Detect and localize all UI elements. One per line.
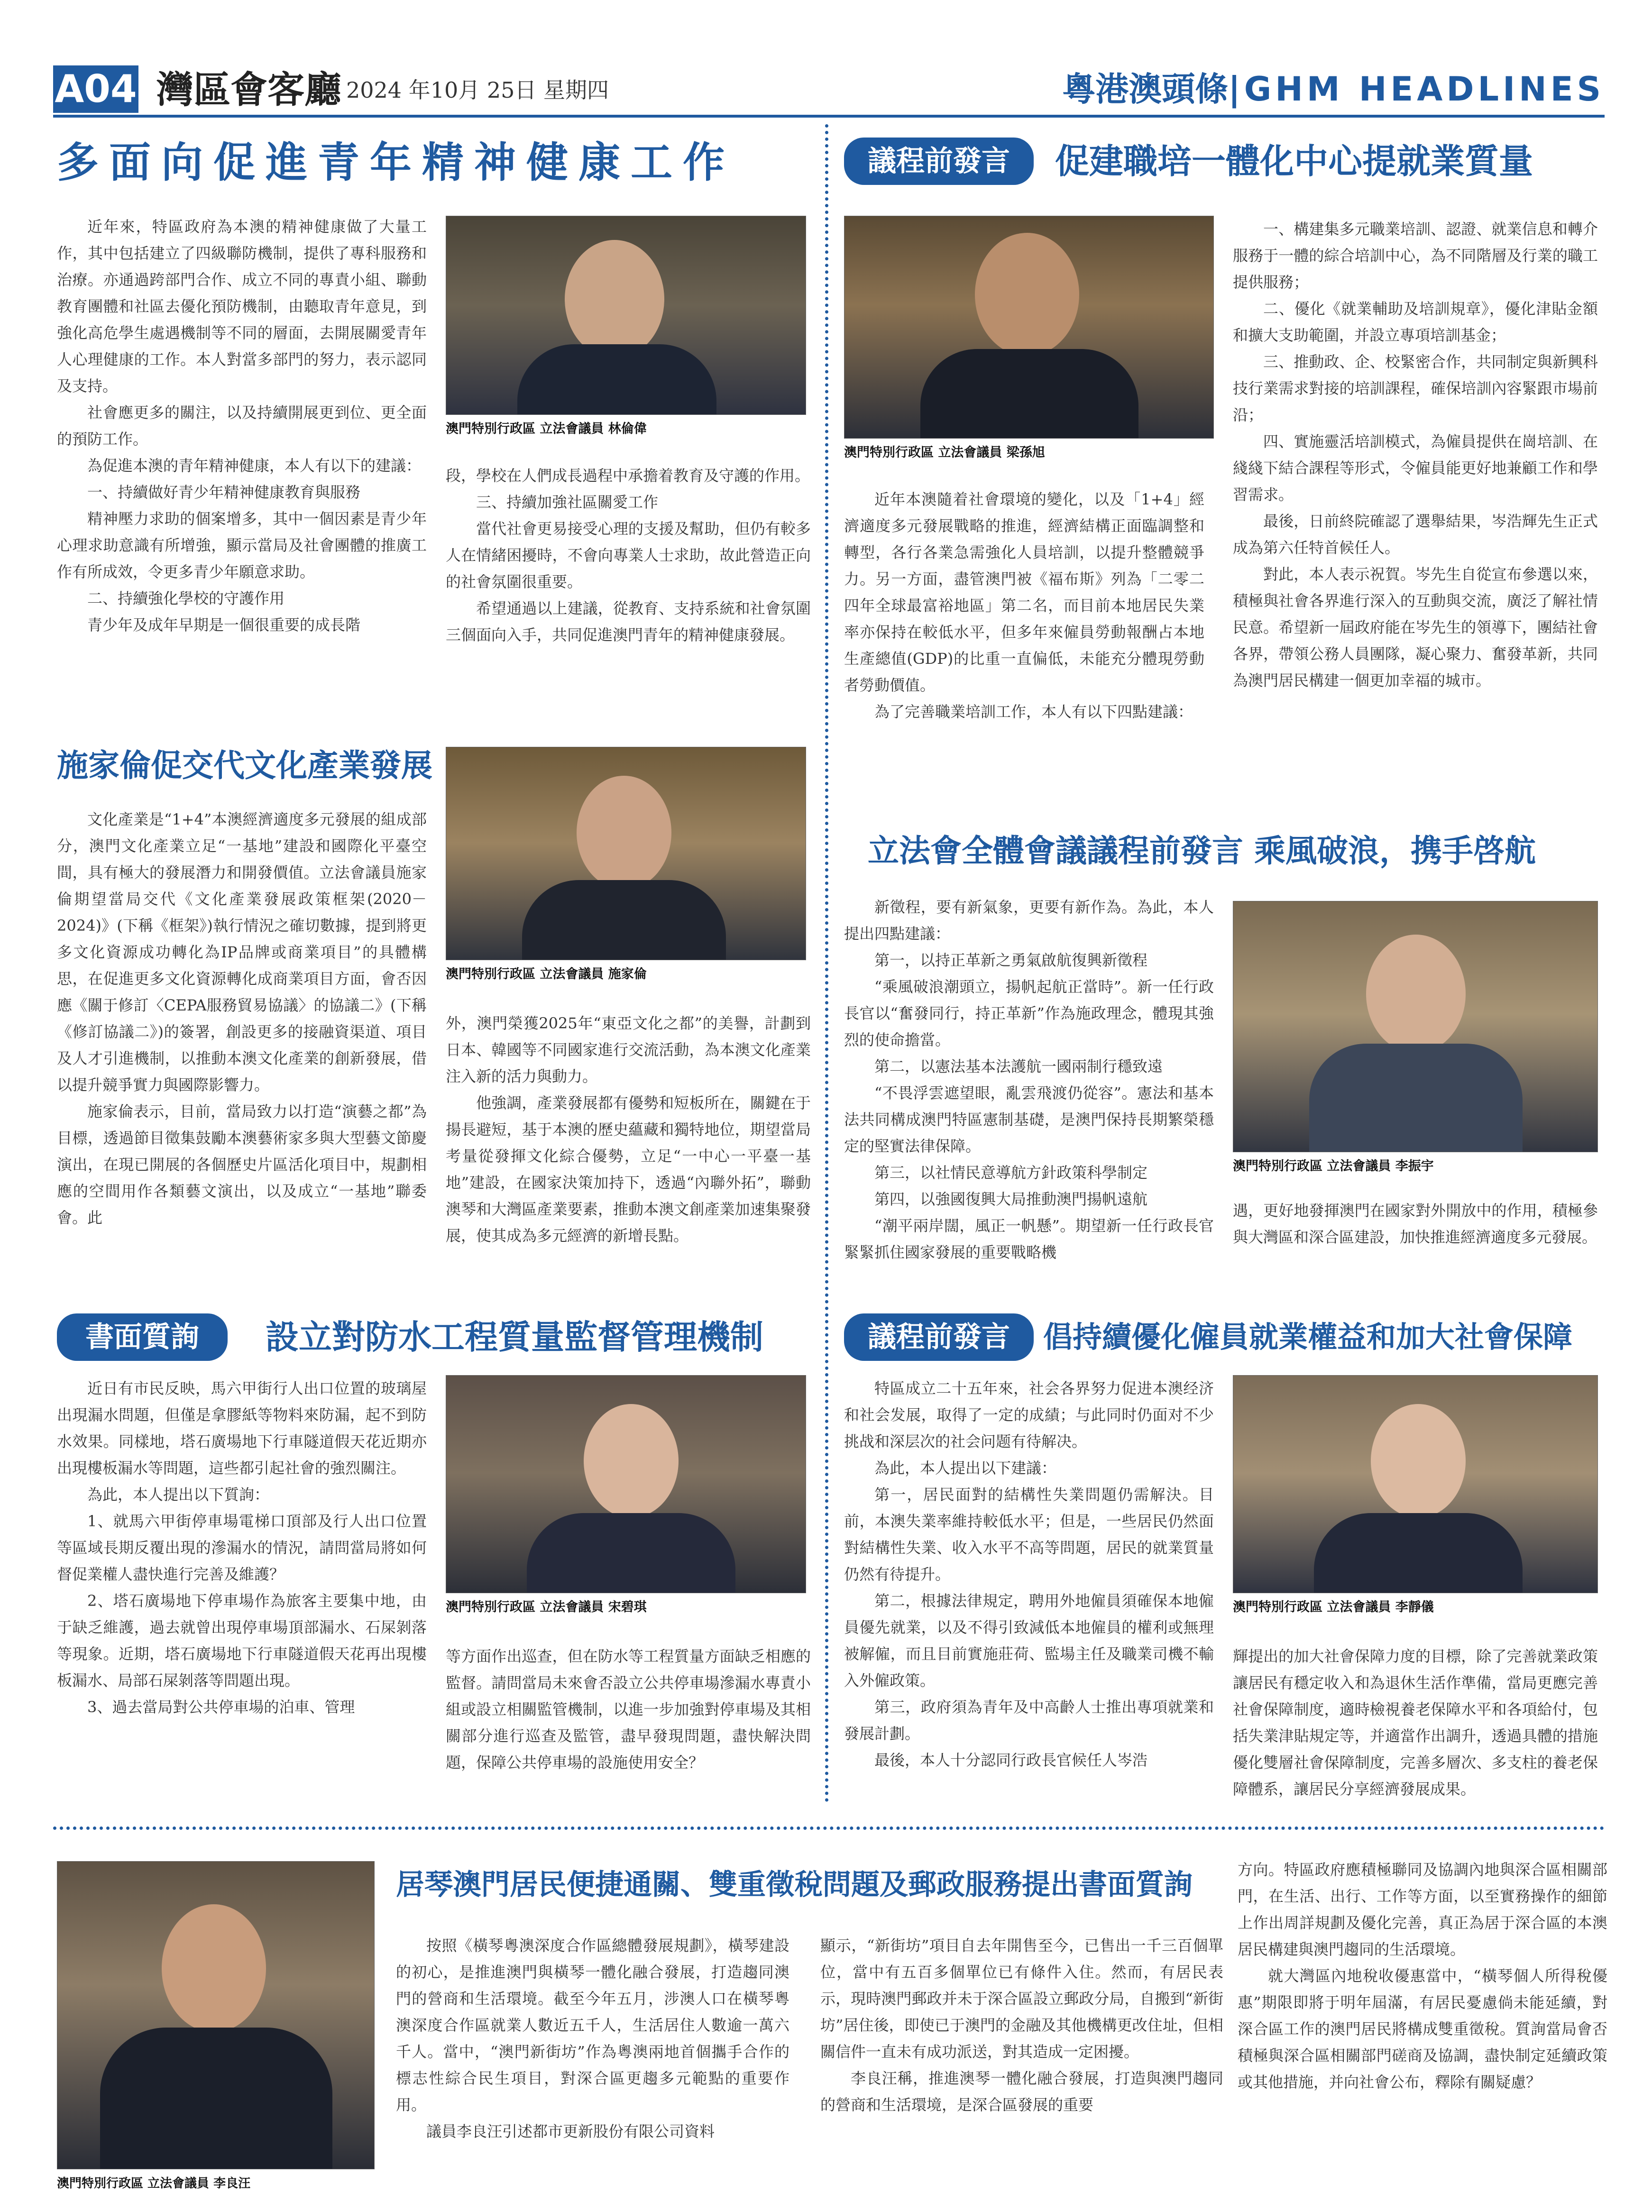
paragraph: 當代社會更易接受心理的支援及幫助，但仍有較多人在情緒困擾時，不會向專業人士求助，故此營造正向的社會氛圍很重要。 <box>446 520 811 591</box>
article-body-col2 <box>820 1932 1223 2184</box>
paragraph: 希望通過以上建議，從教育、支持系統和社會氛圍三個面向入手，共同促進澳門青年的精神健康發展。 <box>446 599 811 644</box>
article-body-col2 <box>1233 216 1598 771</box>
portrait-photo <box>446 216 806 415</box>
brand <box>1062 65 1605 113</box>
portrait-photo <box>844 216 1214 439</box>
portrait-photo <box>1233 901 1598 1152</box>
page-header <box>0 0 1652 114</box>
article-title: 多面向促進青年精神健康工作 <box>57 138 735 187</box>
article-body-col2 <box>446 462 811 728</box>
page-number: A04 <box>53 65 138 113</box>
paragraph: 二、優化《就業輔助及培訓規章》，優化津貼金額和擴大支助範圍，并設立專項培訓基金； <box>1233 300 1598 344</box>
paragraph: 第一，以持正革新之勇氣啟航復興新徵程 <box>874 951 1148 969</box>
portrait-photo <box>446 1375 806 1593</box>
paragraph: “乘風破浪潮頭立，揚帆起航正當時”。新一任行政長官以“奮發同行，持正革新”作為施政理念，體現其強烈的使命擔當。 <box>844 978 1214 1049</box>
paragraph: 一、構建集多元職業培訓、認證、就業信息和轉介服務于一體的綜合培訓中心，為不同階層及行業的職工提供服務； <box>1233 220 1598 291</box>
portrait-photo <box>446 747 806 960</box>
paragraph: 四、實施靈活培訓模式，為僱員提供在崗培訓、在綫綫下結合課程等形式，令僱員能更好地兼顧工作和學習需求。 <box>1233 432 1598 504</box>
paragraph: 社會應更多的關注，以及持續開展更到位、更全面的預防工作。 <box>57 404 427 448</box>
brand-en: GHM HEADLINES <box>1244 70 1605 109</box>
photo-caption: 澳門特別行政區 立法會議員 李良汪 <box>57 2176 251 2191</box>
photo-caption: 澳門特別行政區 立法會議員 梁孫旭 <box>844 445 1045 460</box>
article-body-col1 <box>844 894 1214 1302</box>
paragraph: 近年本澳隨着社會環境的變化，以及「1+4」經濟適度多元發展戰略的推進，經濟結構正面臨調整和轉型，各行各業急需強化人員培訓，以提升整體競爭力。另一方面，盡管澳門被《福布斯》列為「二零二四年全球最富裕地區」第二名，而目前本地居民失業率亦保持在較低水平，但多年來僱員勞動報酬占本地生產總值(GDP)的比重一直偏低，未能充分體現勞動者勞動價值。 <box>844 490 1204 694</box>
paragraph: 最後，本人十分認同行政長官候任人岑浩 <box>874 1751 1148 1769</box>
section-name: 灣區會客廳 <box>156 68 342 111</box>
paragraph: 為此，本人提出以下建議： <box>874 1459 1057 1477</box>
paragraph: 李良汪稱，推進澳琴一體化融合發展，打造與澳門趨同的營商和生活環境，是深合區發展的重要 <box>820 2069 1223 2114</box>
paragraph: 三、持續加強社區關愛工作 <box>476 493 659 511</box>
paragraph: “不畏浮雲遮望眼，亂雲飛渡仍從容”。憲法和基本法共同構成澳門特區憲制基礎，是澳門保持長期繁榮穩定的堅實法律保障。 <box>844 1084 1214 1155</box>
paragraph: 就大灣區內地稅收優惠當中，“橫琴個人所得稅優惠”期限即將于明年屆滿，有居民憂慮倘未能延續，對深合區工作的澳門居民將構成雙重徵稅。質詢當局會否積極與深合區相關部門磋商及協調，盡快制定延續政策或其他措施，并向社會公布，釋除有關疑慮？ <box>1238 1967 1607 2091</box>
paragraph: 遇，更好地發揮澳門在國家對外開放中的作用，積極參與大灣區和深合區建設，加快推進經濟適度多元發展。 <box>1233 1202 1598 1246</box>
column-divider <box>825 124 828 1803</box>
article-title: 倡持續優化僱員就業權益和加大社會保障 <box>1043 1320 1573 1354</box>
paragraph: 青少年及成年早期是一個很重要的成長階 <box>87 616 361 634</box>
article-title: 居琴澳門居民便捷通關、雙重徵稅問題及郵政服務提出書面質詢 <box>396 1868 1193 1901</box>
paragraph: 第四，以強國復興大局推動澳門揚帆遠航 <box>874 1190 1148 1208</box>
paragraph: 為了完善職業培訓工作，本人有以下四點建議： <box>874 703 1193 721</box>
paragraph: 段，學校在人們成長過程中承擔着教育及守護的作用。 <box>446 467 810 485</box>
article-title: 設立對防水工程質量監督管理機制 <box>266 1318 763 1357</box>
paragraph: 新徵程，要有新氣象，更要有新作為。為此，本人提出四點建議： <box>844 898 1214 943</box>
paragraph: 一、持續做好青少年精神健康教育與服務 <box>87 483 361 501</box>
article-body-col1 <box>57 213 427 740</box>
paragraph: 外，澳門榮獲2025年“東亞文化之都”的美譽，計劃到日本、韓國等不同國家進行交流活動，為本澳文化產業注入新的活力與動力。 <box>446 1014 811 1085</box>
article-body-col1 <box>844 1375 1214 1802</box>
paragraph: 為促進本澳的青年精神健康，本人有以下的建議： <box>87 457 422 475</box>
article-title: 立法會全體會議議程前發言 乘風破浪，携手啓航 <box>868 833 1536 869</box>
paragraph: 他強調，產業發展都有優勢和短板所在，關鍵在于揚長避短，基于本澳的歷史蘊藏和獨特地位，期望當局考量從發揮文化綜合優勢，立足“一中心一平臺一基地”建設，在國家決策加持下，透過“內聯外拓”，聯動澳琴和大灣區產業要素，推動本澳文創產業加速集聚發展，使其成為多元經濟的新增長點。 <box>446 1094 811 1245</box>
paragraph: 2、塔石廣場地下停車場作為旅客主要集中地，由于缺乏維護，過去就曾出現停車場頂部漏水、石屎剝落等現象。近期，塔石廣場地下行車隧道假天花再出現樓板漏水、局部石屎剝落等問題出現。 <box>57 1592 427 1689</box>
paragraph: 顯示，“新街坊”項目自去年開售至今，已售出一千三百個單位，當中有五百多個單位已有條件入住。然而，有居民表示，現時澳門郵政并未于深合區設立郵政分局，自搬到“新街坊”居住後，即使已于澳門的金融及其他機構更改住址，但相關信件一直未有成功派送，對其造成一定困擾。 <box>820 1937 1223 2061</box>
article-title: 促建職培一體化中心提就業質量 <box>1055 141 1533 181</box>
header-rule <box>53 115 1605 118</box>
article-title: 施家倫促交代文化產業發展 <box>57 747 432 784</box>
portrait-photo <box>57 1861 375 2169</box>
photo-caption: 澳門特別行政區 立法會議員 施家倫 <box>446 967 647 982</box>
article-body-col2 <box>1233 1197 1598 1302</box>
paragraph: 近日有市民反映，馬六甲街行人出口位置的玻璃屋出現漏水問題，但僅是拿膠紙等物料來防漏，起不到防水效果。同樣地，塔石廣場地下行車隧道假天花近期亦出現樓板漏水等問題，這些都引起社會的強烈關注。 <box>57 1379 427 1477</box>
article-body-col2 <box>446 1010 811 1304</box>
paragraph: 最後，日前終院確認了選舉結果，岑浩輝先生正式成為第六任特首候任人。 <box>1233 512 1598 557</box>
paragraph: 對此，本人表示祝賀。岑先生自從宣布參選以來，積極與社會各界進行深入的互動與交流，廣泛了解社情民意。希望新一屆政府能在岑先生的領導下，團結社會各界，帶領公務人員團隊，凝心聚力、奮發革新，共同為澳門居民構建一個更加幸福的城市。 <box>1233 565 1598 689</box>
paragraph: 等方面作出巡查，但在防水等工程質量方面缺乏相應的監督。請問當局未來會否設立公共停車場滲漏水專責小組或設立相關監管機制，以進一步加強對停車場及其相關部分進行巡查及監管，盡早發現問題，盡快解決問題，保障公共停車場的設施使用安全？ <box>446 1647 811 1771</box>
category-tag: 書面質詢 <box>57 1313 228 1361</box>
photo-caption: 澳門特別行政區 立法會議員 林倫偉 <box>446 422 647 436</box>
paragraph: 第三，以社情民意導航方針政策科學制定 <box>874 1164 1148 1182</box>
paragraph: 特區成立二十五年來，社会各界努力促进本澳经济和社会发展，取得了一定的成績；与此同时仍面对不少挑战和深层次的社会问题有待解决。 <box>844 1379 1214 1450</box>
photo-caption: 澳門特別行政區 立法會議員 宋碧琪 <box>446 1600 647 1615</box>
article-body-col1 <box>57 806 427 1304</box>
paragraph: 三、推動政、企、校緊密合作，共同制定與新興科技行業需求對接的培訓課程，確保培訓內容緊跟市場前沿； <box>1233 353 1598 424</box>
paragraph: 二、持續強化學校的守護作用 <box>87 589 285 607</box>
brand-separator: | <box>1228 70 1240 109</box>
paragraph: 近年來，特區政府為本澳的精神健康做了大量工作，其中包括建立了四級聯防機制，提供了專科服務和治療。亦通過跨部門合作、成立不同的專責小組、聯動教育團體和社區去優化預防機制，由聽取青年意見，到強化高危學生處遇機制等不同的層面，去開展關愛青年人心理健康的工作。本人對當多部門的努力，表示認同及支持。 <box>57 218 427 395</box>
paragraph: 精神壓力求助的個案增多，其中一個因素是青少年心理求助意識有所增強，顯示當局及社會團體的推廣工作有所成效，令更多青少年願意求助。 <box>57 510 427 581</box>
photo-caption: 澳門特別行政區 立法會議員 李振宇 <box>1233 1159 1434 1174</box>
category-tag: 議程前發言 <box>844 138 1034 185</box>
paragraph: 為此，本人提出以下質詢： <box>87 1486 270 1504</box>
article-body-col1 <box>57 1375 427 1802</box>
paragraph: 議員李良汪引述都市更新股份有限公司資料 <box>426 2122 715 2140</box>
paragraph: 施家倫表示，目前，當局致力以打造“演藝之都”為目標，透過節目徵集鼓勵本澳藝術家多與大型藝文節慶演出，在現已開展的各個歷史片區活化項目中，規劃相應的空間用作各類藝文演出，以及成立“一基地”聯委會。此 <box>57 1102 427 1227</box>
category-tag: 議程前發言 <box>844 1313 1034 1361</box>
paragraph: “潮平兩岸闊，風正一帆懸”。期望新一任行政長官緊緊抓住國家發展的重要戰略機 <box>844 1217 1214 1261</box>
article-body-col1 <box>396 1932 789 2184</box>
paragraph: 第二，根據法律規定，聘用外地僱員須確保本地僱員優先就業，以及不得引致減低本地僱員的權利或無理被解僱，而且目前實施莊荷、監場主任及職業司機不輸入外僱政策。 <box>844 1592 1214 1689</box>
paragraph: 方向。特區政府應積極聯同及協調內地與深合區相關部門，在生活、出行、工作等方面，以至實務操作的細節上作出周詳規劃及優化完善，真正為居于深合區的本澳居民構建與澳門趨同的生活環境。 <box>1238 1861 1607 1958</box>
article-body-col2 <box>446 1643 811 1802</box>
article-body-col2 <box>1233 1643 1598 1802</box>
portrait-photo <box>1233 1375 1598 1593</box>
paragraph: 第一，居民面對的結構性失業問題仍需解決。目前，本澳失業率維持較低水平；但是，一些居民仍然面對結構性失業、收入水平不高等問題，居民的就業質量仍然有待提升。 <box>844 1486 1214 1583</box>
paragraph: 第三，政府須為青年及中高齡人士推出專項就業和發展計劃。 <box>844 1698 1214 1743</box>
photo-caption: 澳門特別行政區 立法會議員 李靜儀 <box>1233 1600 1434 1615</box>
section-divider <box>53 1827 1605 1830</box>
paragraph: 文化產業是“1+4”本澳經濟適度多元發展的組成部分，澳門文化產業立足“一基地”建設和國際化平臺空間，具有極大的發展潛力和開發價值。立法會議員施家倫期望當局交代《文化產業發展政策框架(2020－2024)》(下稱《框架》)執行情況之確切數據，提到將更多文化資源成功轉化為IP品牌或商業項目”的具體構思，在促進更多文化資源轉化成商業項目方面，會否因應《關于修訂〈CEPA服務貿易協議〉的協議二》(下稱《修訂協議二》)的簽署，創設更多的接融資渠道、項目及人才引進機制，以推動本澳文化產業的創新發展，借以提升競爭實力與國際影響力。 <box>57 810 427 1094</box>
issue-date: 2024 年10月 25日 星期四 <box>346 77 609 103</box>
paragraph: 1、就馬六甲街停車場電梯口頂部及行人出口位置等區域長期反覆出現的滲漏水的情況，請問當局將如何督促業權人盡快進行完善及維護？ <box>57 1512 427 1583</box>
brand-cn: 粵港澳頭條 <box>1062 70 1229 109</box>
paragraph: 3、過去當局對公共停車場的泊車、管理 <box>87 1698 355 1716</box>
paragraph: 輝提出的加大社會保障力度的目標，除了完善就業政策讓居民有穩定收入和為退休生活作準備，當局更應完善社會保障制度，適時檢視養老保障水平和各項給付，包括失業津貼規定等，并適當作出調升，透過具體的措施優化雙層社會保障制度，完善多層次、多支柱的養老保障體系，讓居民分享經濟發展成果。 <box>1233 1647 1598 1798</box>
paragraph: 按照《橫琴粵澳深度合作區總體發展規劃》，橫琴建設的初心，是推進澳門與橫琴一體化融合發展，打造趨同澳門的營商和生活環境。截至今年五月，涉澳人口在橫琴粵澳深度合作區就業人數近五千人，生活居住人數逾一萬六千人。當中，“澳門新街坊”作為粵澳兩地首個攜手合作的標志性綜合民生項目，對深合區更趨多元範點的重要作用。 <box>396 1937 789 2114</box>
article-body-col1 <box>844 486 1204 789</box>
article-body-col3 <box>1238 1856 1607 2184</box>
paragraph: 第二，以憲法基本法護航一國兩制行穩致遠 <box>874 1057 1163 1075</box>
